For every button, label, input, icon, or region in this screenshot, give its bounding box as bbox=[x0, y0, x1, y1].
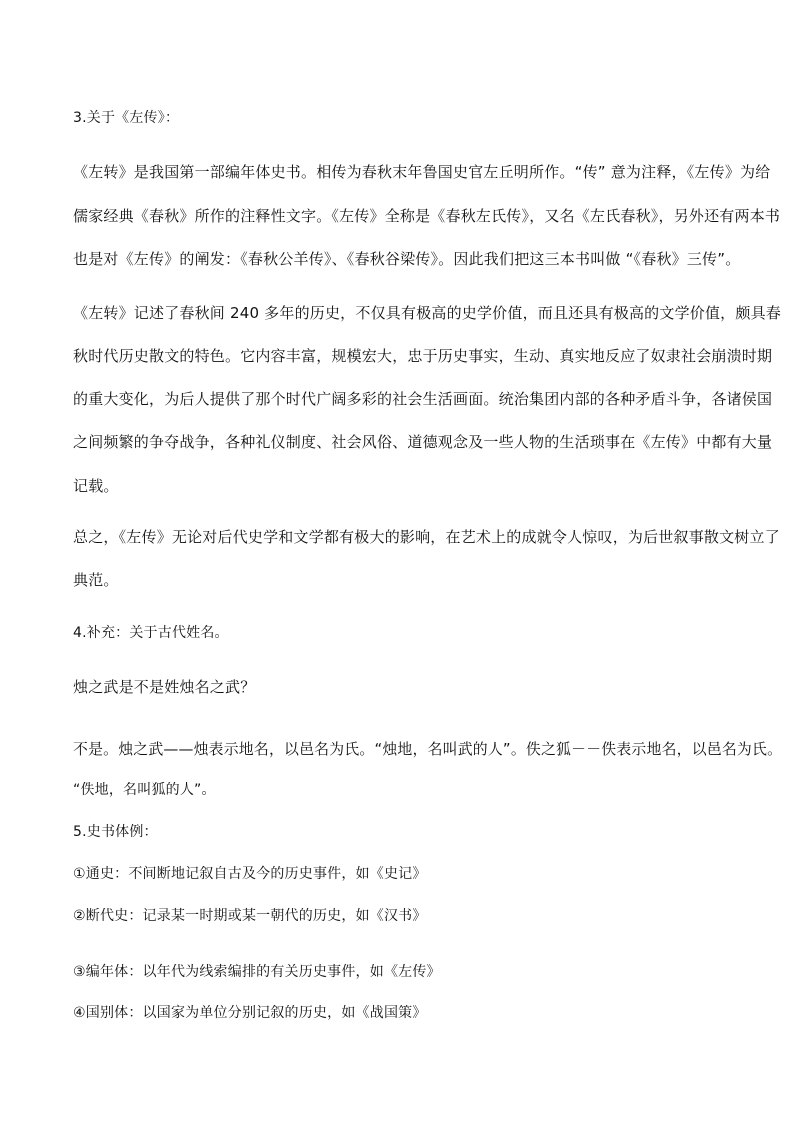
paragraph-line: 的重大变化，为后人提供了那个时代广阔多彩的社会生活画面。统治集团内部的各种矛盾斗争，各诸侯国 bbox=[73, 390, 773, 408]
section-5-heading: 5.史书体例： bbox=[73, 824, 158, 840]
section-3-heading: 3.关于《左传》： bbox=[73, 110, 180, 126]
paragraph-line: 儒家经典《春秋》所作的注释性文字。《左传》全称是《春秋左氏传》，又名《左氏春秋》，另外还有两本书 bbox=[73, 207, 781, 225]
list-item: ①通史：不间断地记叙自古及今的历史事件，如《史记》 bbox=[73, 866, 427, 882]
paragraph-line: 之间频繁的争夺战争，各种礼仪制度、社会风俗、道德观念及一些人物的生活琐事在《左传》中都有大量 bbox=[73, 433, 773, 451]
list-item: ②断代史：记录某一时期或某一朝代的历史，如《汉书》 bbox=[73, 908, 427, 924]
paragraph-line: 也是对《左传》的阐发：《春秋公羊传》、《春秋谷梁传》。因此我们把这三本书叫做 “《春秋》三传”。 bbox=[73, 250, 741, 268]
paragraph-line: 《左转》记述了春秋间 240 多年的历史，不仅具有极高的史学价值，而且还具有极高的文学价值，颇具春 bbox=[73, 304, 781, 322]
paragraph-line: 总之，《左传》无论对后代史学和文学都有极大的影响，在艺术上的成就令人惊叹，为后世叙事散文树立了 bbox=[73, 528, 780, 546]
paragraph-line: 秋时代历史散文的特色。它内容丰富，规模宏大，忠于历史事实，生动、真实地反应了奴隶社会崩溃时期 bbox=[73, 347, 773, 365]
list-item: ③编年体：以年代为线索编排的有关历史事件，如《左传》 bbox=[73, 964, 441, 980]
paragraph-line: 典范。 bbox=[73, 571, 119, 589]
paragraph-line: 《左转》是我国第一部编年体史书。相传为春秋末年鲁国史官左丘明所作。“传” 意为注释，《左传》为给 bbox=[73, 163, 771, 181]
list-item: ④国别体：以国家为单位分别记叙的历史，如《战国策》 bbox=[73, 1005, 427, 1021]
answer-line: “佚地，名叫狐的人”。 bbox=[73, 782, 216, 798]
answer-line: 不是。烛之武——烛表示地名，以邑名为氏。“烛地，名叫武的人”。佚之狐－－佚表示地名，以邑名为氏。 bbox=[73, 740, 783, 758]
question-line: 烛之武是不是姓烛名之武？ bbox=[73, 678, 256, 696]
paragraph-line: 记载。 bbox=[73, 477, 119, 495]
section-4-heading: 4.补充：关于古代姓名。 bbox=[73, 625, 229, 641]
